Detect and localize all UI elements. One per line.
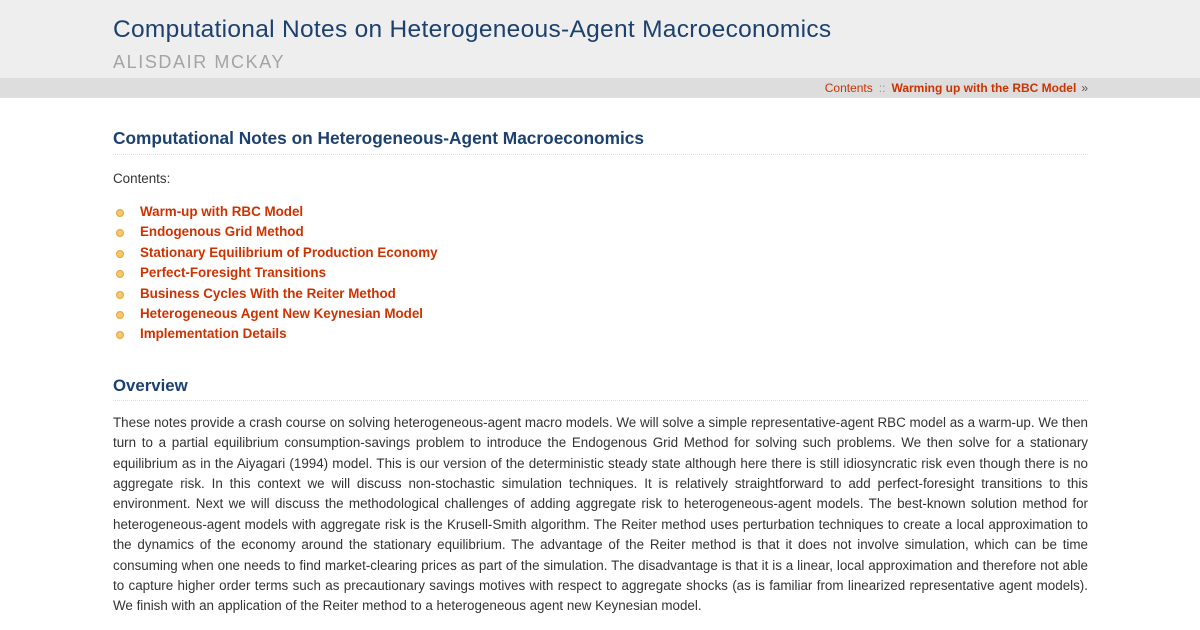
toc-link-rbc-warmup[interactable]: Warm-up with RBC Model — [140, 204, 304, 219]
bullet-icon — [116, 311, 124, 319]
bullet-icon — [116, 270, 124, 278]
toc-link-reiter-method[interactable]: Business Cycles With the Reiter Method — [140, 285, 396, 301]
bullet-icon — [116, 331, 124, 339]
main-content — [113, 98, 1088, 617]
bullet-icon — [116, 209, 124, 217]
overview-heading: Overview — [113, 376, 1088, 401]
page-title: Computational Notes on Heterogeneous-Agent Macroeconomics — [113, 128, 1088, 155]
toc-link-endogenous-grid[interactable]: Endogenous Grid Method — [140, 224, 304, 240]
contents-link[interactable]: Contents — [824, 81, 873, 95]
toc-item — [113, 243, 1088, 263]
related-nav-bar — [0, 78, 1200, 98]
toc-item — [113, 304, 1088, 324]
toc-link-perfect-foresight[interactable]: Perfect-Foresight Transitions — [140, 265, 327, 281]
breadcrumb — [825, 81, 1088, 95]
bullet-icon — [116, 250, 124, 258]
site-author: ALISDAIR MCKAY — [113, 52, 286, 72]
toc-link-hank-model[interactable]: Heterogeneous Agent New Keynesian Model — [140, 305, 423, 321]
overview-paragraph: These notes provide a crash course on solving heterogeneous-agent macro models. We will solve a simple representative-agent RBC model as a warm-up. We then turn to a partial equilibrium consumption-savings problem to introduce the Endogenous Grid Method for solving such problems. We then solve for a stationary equilibrium as in the Aiyagari (1994) model. This is our version of the deterministic steady state although here there is still idiosyncratic risk even though there is no aggregate risk. In this context we will discuss non-stochastic simulation techniques. It is relatively straightforward to add perfect-foresight transitions to this environment. Next we will discuss the methodological challenges of adding aggregate risk to heterogeneous-agent models. The best-known solution method for heterogeneous-agent models with aggregate risk is the Krusell-Smith algorithm. The Reiter method uses perturbation techniques to create a local approximation to the dynamics of the economy around the stationary equilibrium. The advantage of the Reiter method is that it does not involve simulation, which can be time consuming when one needs to find market-clearing prices as part of the simulation. The disadvantage is that it is a linear, local approximation and therefore not able to capture higher order terms such as precautionary savings motives with respect to aggregate shocks (as is familiar from linearized representative agent models). We finish with an application of the Reiter method to a heterogeneous agent new Keynesian model. — [113, 414, 1088, 614]
bullet-icon — [116, 291, 124, 299]
toc-item — [113, 222, 1088, 242]
breadcrumb-separator: :: — [878, 81, 886, 95]
toc-link-stationary-equilibrium[interactable]: Stationary Equilibrium of Production Economy — [140, 244, 438, 260]
contents-label: Contents: — [113, 171, 171, 186]
bullet-icon — [116, 229, 124, 237]
site-title[interactable]: Computational Notes on Heterogeneous-Agent Macroeconomics — [113, 16, 832, 43]
next-page-link[interactable]: Warming up with the RBC Model — [891, 81, 1077, 95]
toc-item — [113, 284, 1088, 304]
next-arrow-icon: » — [1081, 81, 1088, 95]
toc-item — [113, 202, 1088, 222]
toc-link-implementation[interactable]: Implementation Details — [140, 326, 287, 342]
site-header — [0, 0, 1200, 78]
toc-item — [113, 263, 1088, 283]
table-of-contents — [113, 202, 1088, 345]
toc-item — [113, 324, 1088, 344]
